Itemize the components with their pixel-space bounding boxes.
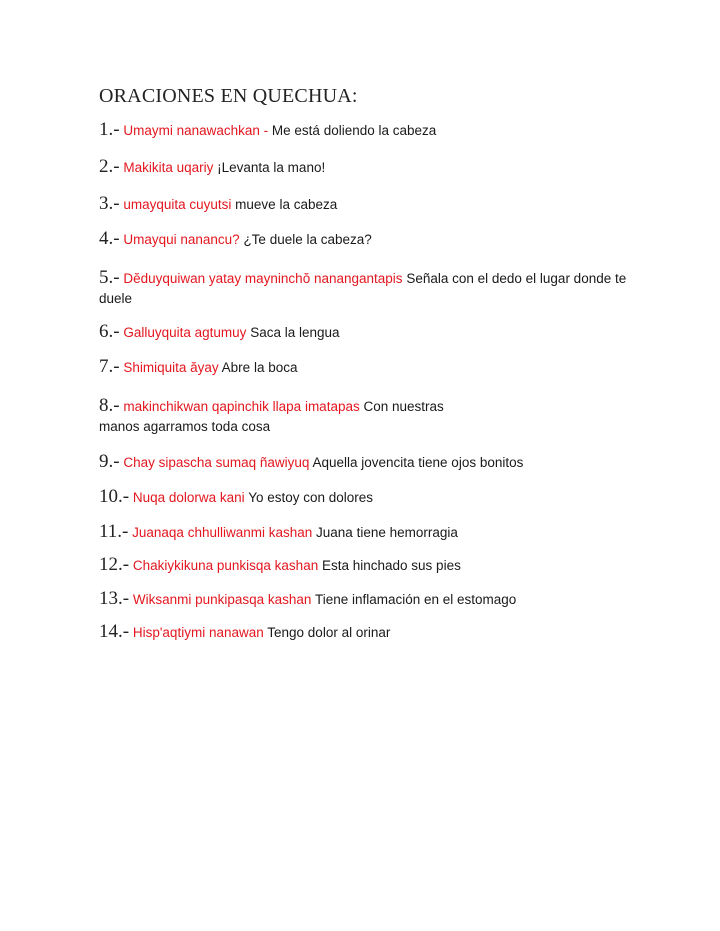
list-item [99,555,629,576]
item-number: 8.- [99,395,120,416]
list-item [99,622,629,643]
quechua-text: Chay sipascha sumaq ñawiyuq [123,455,310,470]
spanish-text: Tengo dolor al orinar [267,625,391,640]
item-number: 10.- [99,486,130,507]
item-number: 4.- [99,228,120,249]
list-item [99,522,629,543]
list-item [99,357,629,378]
list-item [99,157,629,178]
quechua-text: Chakiykikuna punkisqa kashan [132,558,319,573]
item-number: 14.- [99,621,130,642]
item-number: 7.- [99,356,120,377]
spanish-text: ¿Te duele la cabeza? [243,232,372,247]
quechua-text: makinchikwan qapinchik llapa imatapas [123,399,360,414]
quechua-text: Shimiquita ăyay [123,360,219,375]
quechua-text: Galluyquita agtumuy [123,325,247,340]
spanish-text: mueve la cabeza [235,197,338,212]
spanish-text: Con nuestras manos agarramos toda cosa [99,399,444,434]
quechua-text: Hisp'aqtiymi nanawan [132,625,264,640]
spanish-text: Tiene inflamación en el estomago [314,592,517,607]
item-number: 1.- [99,119,120,140]
spanish-text: Saca la lengua [250,325,340,340]
list-item [99,396,459,437]
spanish-text: Me está doliendo la cabeza [271,123,437,138]
quechua-text: Dĕduyquiwan yatay mayninchŏ nanangantapis [123,271,403,286]
spanish-text: Esta hinchado sus pies [321,558,461,573]
item-number: 5.- [99,267,120,288]
spanish-text: Abre la boca [221,360,298,375]
quechua-text: Umaymi nanawachkan - [123,123,269,138]
item-number: 3.- [99,193,120,214]
quechua-text: umayquita cuyutsi [123,197,232,212]
spanish-text: ¡Levanta la mano! [217,160,326,175]
item-number: 2.- [99,156,120,177]
quechua-text: Juanaqa chhulliwanmi kashan [132,525,313,540]
quechua-text: Nuqa dolorwa kani [132,490,245,505]
item-number: 11.- [99,521,129,542]
list-item [99,268,629,309]
item-number: 12.- [99,554,130,575]
spanish-text: Juana tiene hemorragia [316,525,458,540]
quechua-text: Wiksanmi punkipasqa kashan [132,592,312,607]
list-item [99,120,629,141]
quechua-text: Umayqui nanancu? [123,232,240,247]
document-title: ORACIONES EN QUECHUA: [99,85,358,107]
spanish-text: Señala con el dedo el lugar donde te duele [99,271,627,306]
list-item [99,194,629,215]
list-item [99,229,629,250]
spanish-text: Aquella jovencita tiene ojos bonitos [312,455,524,470]
list-item [99,589,629,610]
list-item [99,322,629,343]
list-item [99,452,629,473]
item-number: 13.- [99,588,130,609]
spanish-text: Yo estoy con dolores [248,490,374,505]
item-number: 6.- [99,321,120,342]
list-item [99,487,629,508]
quechua-text: Makikita uqariy [123,160,214,175]
item-number: 9.- [99,451,120,472]
